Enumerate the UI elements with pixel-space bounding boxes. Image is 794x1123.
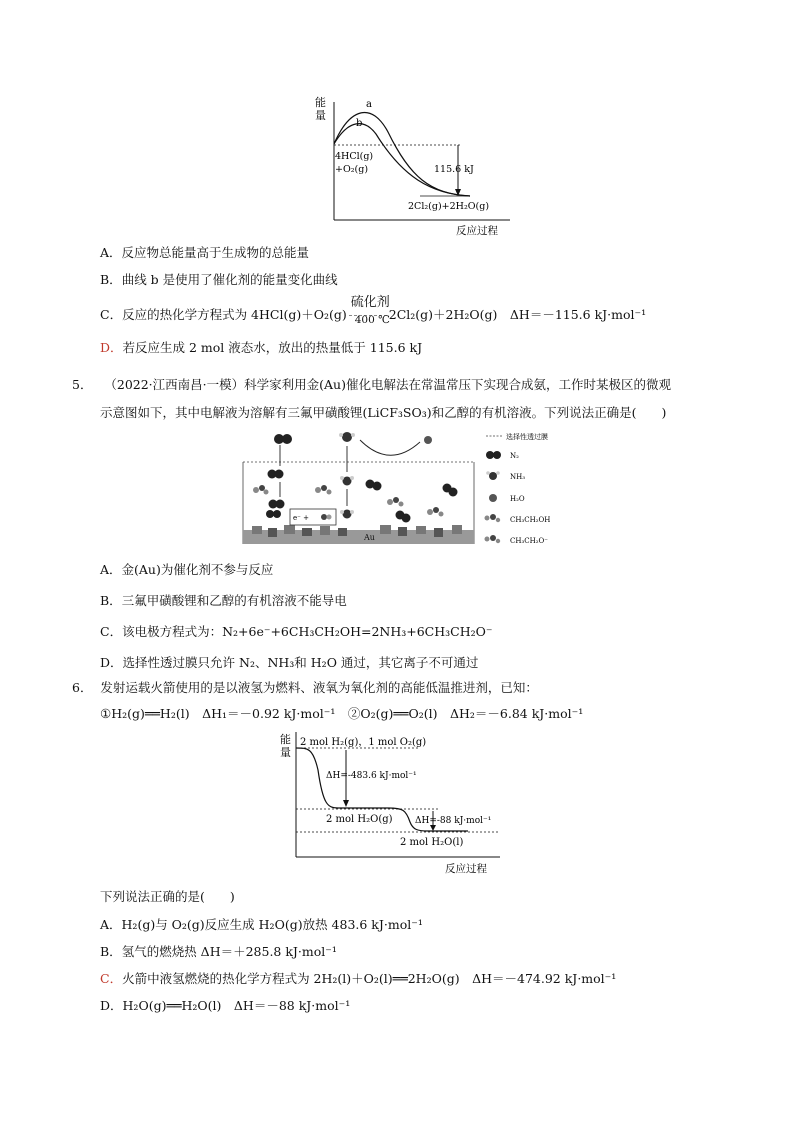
q4-reactant-2: +O₂(g) xyxy=(335,164,369,175)
q4-energy-value: 115.6 kJ xyxy=(434,164,474,175)
q6-option-c[interactable]: C．火箭中液氢燃烧的热化学方程式为 2H₂(l)＋O₂(l)══2H₂O(g) ΔH＝－474.92 kJ·mol⁻¹ xyxy=(100,971,617,986)
q4-option-b[interactable]: B．曲线 b 是使用了催化剂的能量变化曲线 xyxy=(100,272,338,287)
q4-temperature: 400 ℃ xyxy=(354,314,390,326)
q4-option-c[interactable]: C．反应的热化学方程式为 4HCl(g)＋O₂(g) 硫化剂 400 ℃ 2Cl₂(g)＋2H₂O(g) ΔH＝－115.6 kJ·mol⁻¹ xyxy=(100,295,647,326)
q6-option-a[interactable]: A．H₂(g)与 O₂(g)反应生成 H₂O(g)放热 483.6 kJ·mol⁻¹ xyxy=(100,917,423,932)
legend-h2o: H₂O xyxy=(510,495,525,503)
q4-x-label: 反应过程 xyxy=(456,225,498,237)
q4-option-a[interactable]: A．反应物总能量高于生成物的总能量 xyxy=(100,245,310,260)
q4-option-d[interactable]: D．若反应生成 2 mol 液态水，放出的热量低于 115.6 kJ xyxy=(100,340,423,355)
legend-ethanol: CH₃CH₂OH xyxy=(510,516,551,524)
q6-option-b[interactable]: B．氢气的燃烧热 ΔH＝＋285.8 kJ·mol⁻¹ xyxy=(100,944,337,959)
q6-y-label-1: 能 xyxy=(280,733,291,746)
q5-legend xyxy=(485,432,551,545)
q5-stem-line-1: 5． （2022·江西南昌·一模）科学家利用金(Au)催化电解法在常温常压下实现合成氨，工作时某极区的微观 xyxy=(72,377,671,392)
q4-reactant-1: 4HCl(g) xyxy=(335,151,374,162)
q6-top-label: 2 mol H₂(g)，1 mol O₂(g) xyxy=(300,737,427,748)
q5-option-d[interactable]: D．选择性透过膜只允许 N₂、NH₃和 H₂O 通过，其它离子不可通过 xyxy=(100,655,479,670)
q6-energy-diagram xyxy=(278,730,518,876)
q6-question: 下列说法正确的是( ) xyxy=(100,889,235,904)
q6-stem: 6． 发射运载火箭使用的是以液氢为燃料、液氧为氧化剂的高能低温推进剂，已知： xyxy=(72,680,538,695)
q6-mid-label: 2 mol H₂O(g) xyxy=(326,814,393,825)
q4-product: 2Cl₂(g)+2H₂O(g) xyxy=(408,201,490,212)
q5-micro-diagram xyxy=(240,432,560,550)
q5-electron-label: e⁻ + xyxy=(293,514,309,522)
q4-energy-diagram xyxy=(310,92,520,238)
q6-given: ①H₂(g)══H₂(l) ΔH₁＝－0.92 kJ·mol⁻¹ ②O₂(g)══O₂(l) ΔH₂＝－6.84 kJ·mol⁻¹ xyxy=(100,706,584,721)
q4-y-label-2: 量 xyxy=(315,109,326,122)
q4-label-a: a xyxy=(366,99,372,110)
q4-reaction-arrow xyxy=(347,295,390,326)
legend-membrane: 选择性透过膜 xyxy=(506,433,548,441)
q6-dh1: ΔH=-483.6 kJ·mol⁻¹ xyxy=(326,771,417,781)
q5-stem-line-2: 示意图如下，其中电解液为溶解有三氟甲磺酸锂(LiCF₃SO₃)和乙醇的有机溶液。下列说法正确是( ) xyxy=(100,405,667,420)
q6-option-d[interactable]: D．H₂O(g)══H₂O(l) ΔH＝－88 kJ·mol⁻¹ xyxy=(100,998,351,1013)
q5-option-b[interactable]: B．三氟甲磺酸锂和乙醇的有机溶液不能导电 xyxy=(100,593,347,608)
q5-option-a[interactable]: A．金(Au)为催化剂不参与反应 xyxy=(100,562,274,577)
q5-au-label: Au xyxy=(364,533,375,542)
q4-y-label-1: 能 xyxy=(315,96,326,109)
q4-catalyst: 硫化剂 xyxy=(350,295,390,310)
q6-bottom-label: 2 mol H₂O(l) xyxy=(400,837,464,848)
legend-nh3: NH₃ xyxy=(510,473,526,481)
legend-ethoxide: CH₃CH₂O⁻ xyxy=(510,537,548,545)
q6-y-label-2: 量 xyxy=(280,746,291,759)
legend-n2: N₂ xyxy=(510,452,519,460)
q5-arrows xyxy=(280,440,420,506)
q6-dh2: ΔH=-88 kJ·mol⁻¹ xyxy=(415,816,492,826)
q5-au-electrode xyxy=(243,525,474,544)
q5-water-molecule xyxy=(424,436,432,444)
q6-x-label: 反应过程 xyxy=(445,863,487,875)
q4-label-b: b xyxy=(356,118,363,129)
q5-option-c[interactable]: C．该电极方程式为：N₂+6e⁻+6CH₃CH₂OH=2NH₃+6CH₃CH₂O⁻ xyxy=(100,624,493,639)
